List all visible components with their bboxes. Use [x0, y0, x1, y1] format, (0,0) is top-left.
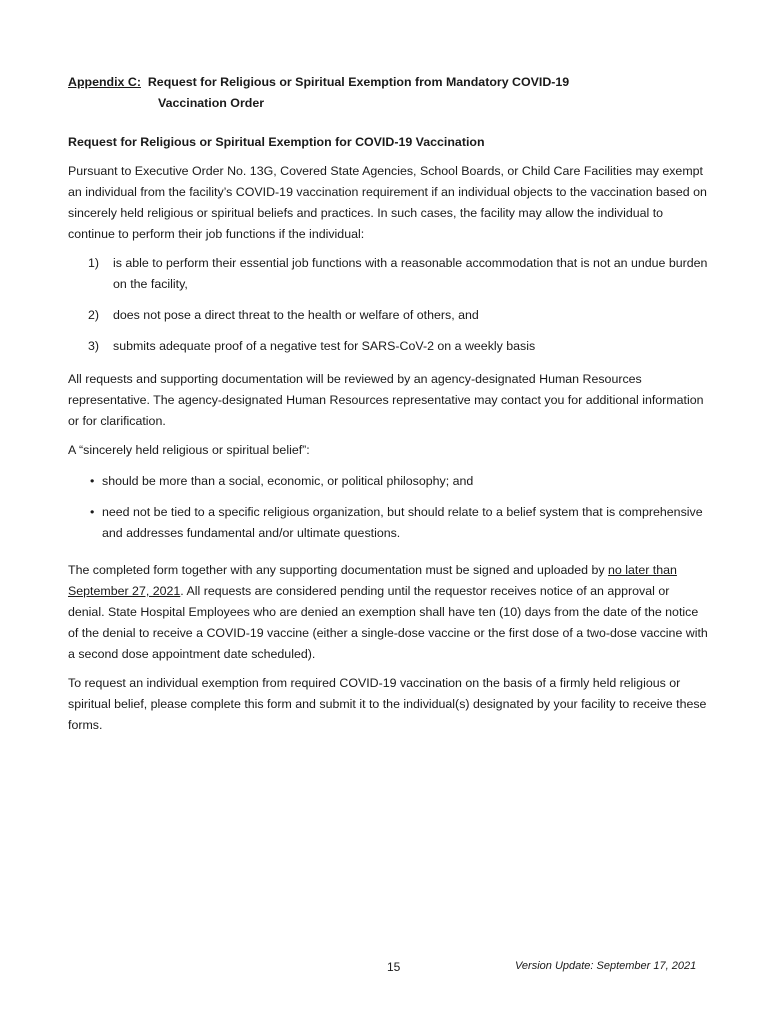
review-paragraph: All requests and supporting documentation will be reviewed by an agency-designated Human Resources representative. The agency-designated Human Resources representative may contact you for additional information or for clarification.	[68, 372, 704, 428]
appendix-title	[68, 72, 708, 114]
deadline-date: no later than September 27, 2021	[68, 563, 677, 598]
list-item-number: 1)	[88, 256, 100, 270]
list-item-text: submits adequate proof of a negative test for SARS-CoV-2 on a weekly basis	[113, 339, 536, 353]
page-number: 15	[387, 960, 401, 974]
belief-criteria-list	[68, 471, 708, 544]
conditions-list	[68, 253, 708, 357]
list-item	[68, 336, 708, 357]
list-item-number: 2)	[88, 308, 100, 322]
belief-definition-intro: A “sincerely held religious or spiritual belief”:	[68, 443, 310, 457]
submission-deadline-paragraph	[68, 560, 708, 665]
list-item	[68, 305, 708, 326]
list-item-text: should be more than a social, economic, or political philosophy; and	[102, 474, 474, 488]
deadline-text-after: . All requests are considered pending until the requestor receives notice of an approval or denial. State Hospital Employees who are denied an exemption shall have ten (10) days from the date of the notice of the denial to receive a COVID-19 vaccine (either a single-dose vaccine or the first dose of a two-dose vaccine with a second dose appointment date scheduled).	[68, 584, 708, 661]
bullet-icon: •	[90, 474, 95, 488]
list-item-number: 3)	[88, 339, 100, 353]
deadline-text-before: The completed form together with any supporting documentation must be signed and uploaded by	[68, 563, 609, 577]
request-instructions-paragraph: To request an individual exemption from required COVID-19 vaccination on the basis of a firmly held religious or spiritual belief, please complete this form and submit it to the individual(s) designated by your facility to receive these forms.	[68, 676, 707, 732]
section-heading: Request for Religious or Spiritual Exemption for COVID-19 Vaccination	[68, 135, 485, 149]
version-update: Version Update: September 17, 2021	[515, 960, 697, 972]
document-body	[68, 72, 708, 736]
list-item	[68, 502, 708, 544]
list-item	[68, 471, 708, 492]
appendix-title-line1: Request for Religious or Spiritual Exemption from Mandatory COVID-19	[147, 75, 570, 89]
intro-paragraph: Pursuant to Executive Order No. 13G, Covered State Agencies, School Boards, or Child Care Facilities may exempt an individual from the facility’s COVID-19 vaccination requirement if an individual objects to the vaccination based on sincerely held religious or spiritual beliefs and practices. In such cases, the facility may allow the individual to continue to perform their job functions if the individual:	[68, 164, 707, 241]
list-item-text: is able to perform their essential job functions with a reasonable accommodation that is not an undue burden on the facility,	[113, 256, 708, 291]
list-item-text: need not be tied to a specific religious organization, but should relate to a belief system that is comprehensive and addresses fundamental and/or ultimate questions.	[102, 505, 703, 540]
list-item-text: does not pose a direct threat to the health or welfare of others, and	[113, 308, 479, 322]
appendix-title-line2: Vaccination Order	[158, 96, 265, 110]
bullet-icon: •	[90, 505, 95, 519]
appendix-label: Appendix C:	[68, 75, 141, 89]
list-item	[68, 253, 708, 295]
